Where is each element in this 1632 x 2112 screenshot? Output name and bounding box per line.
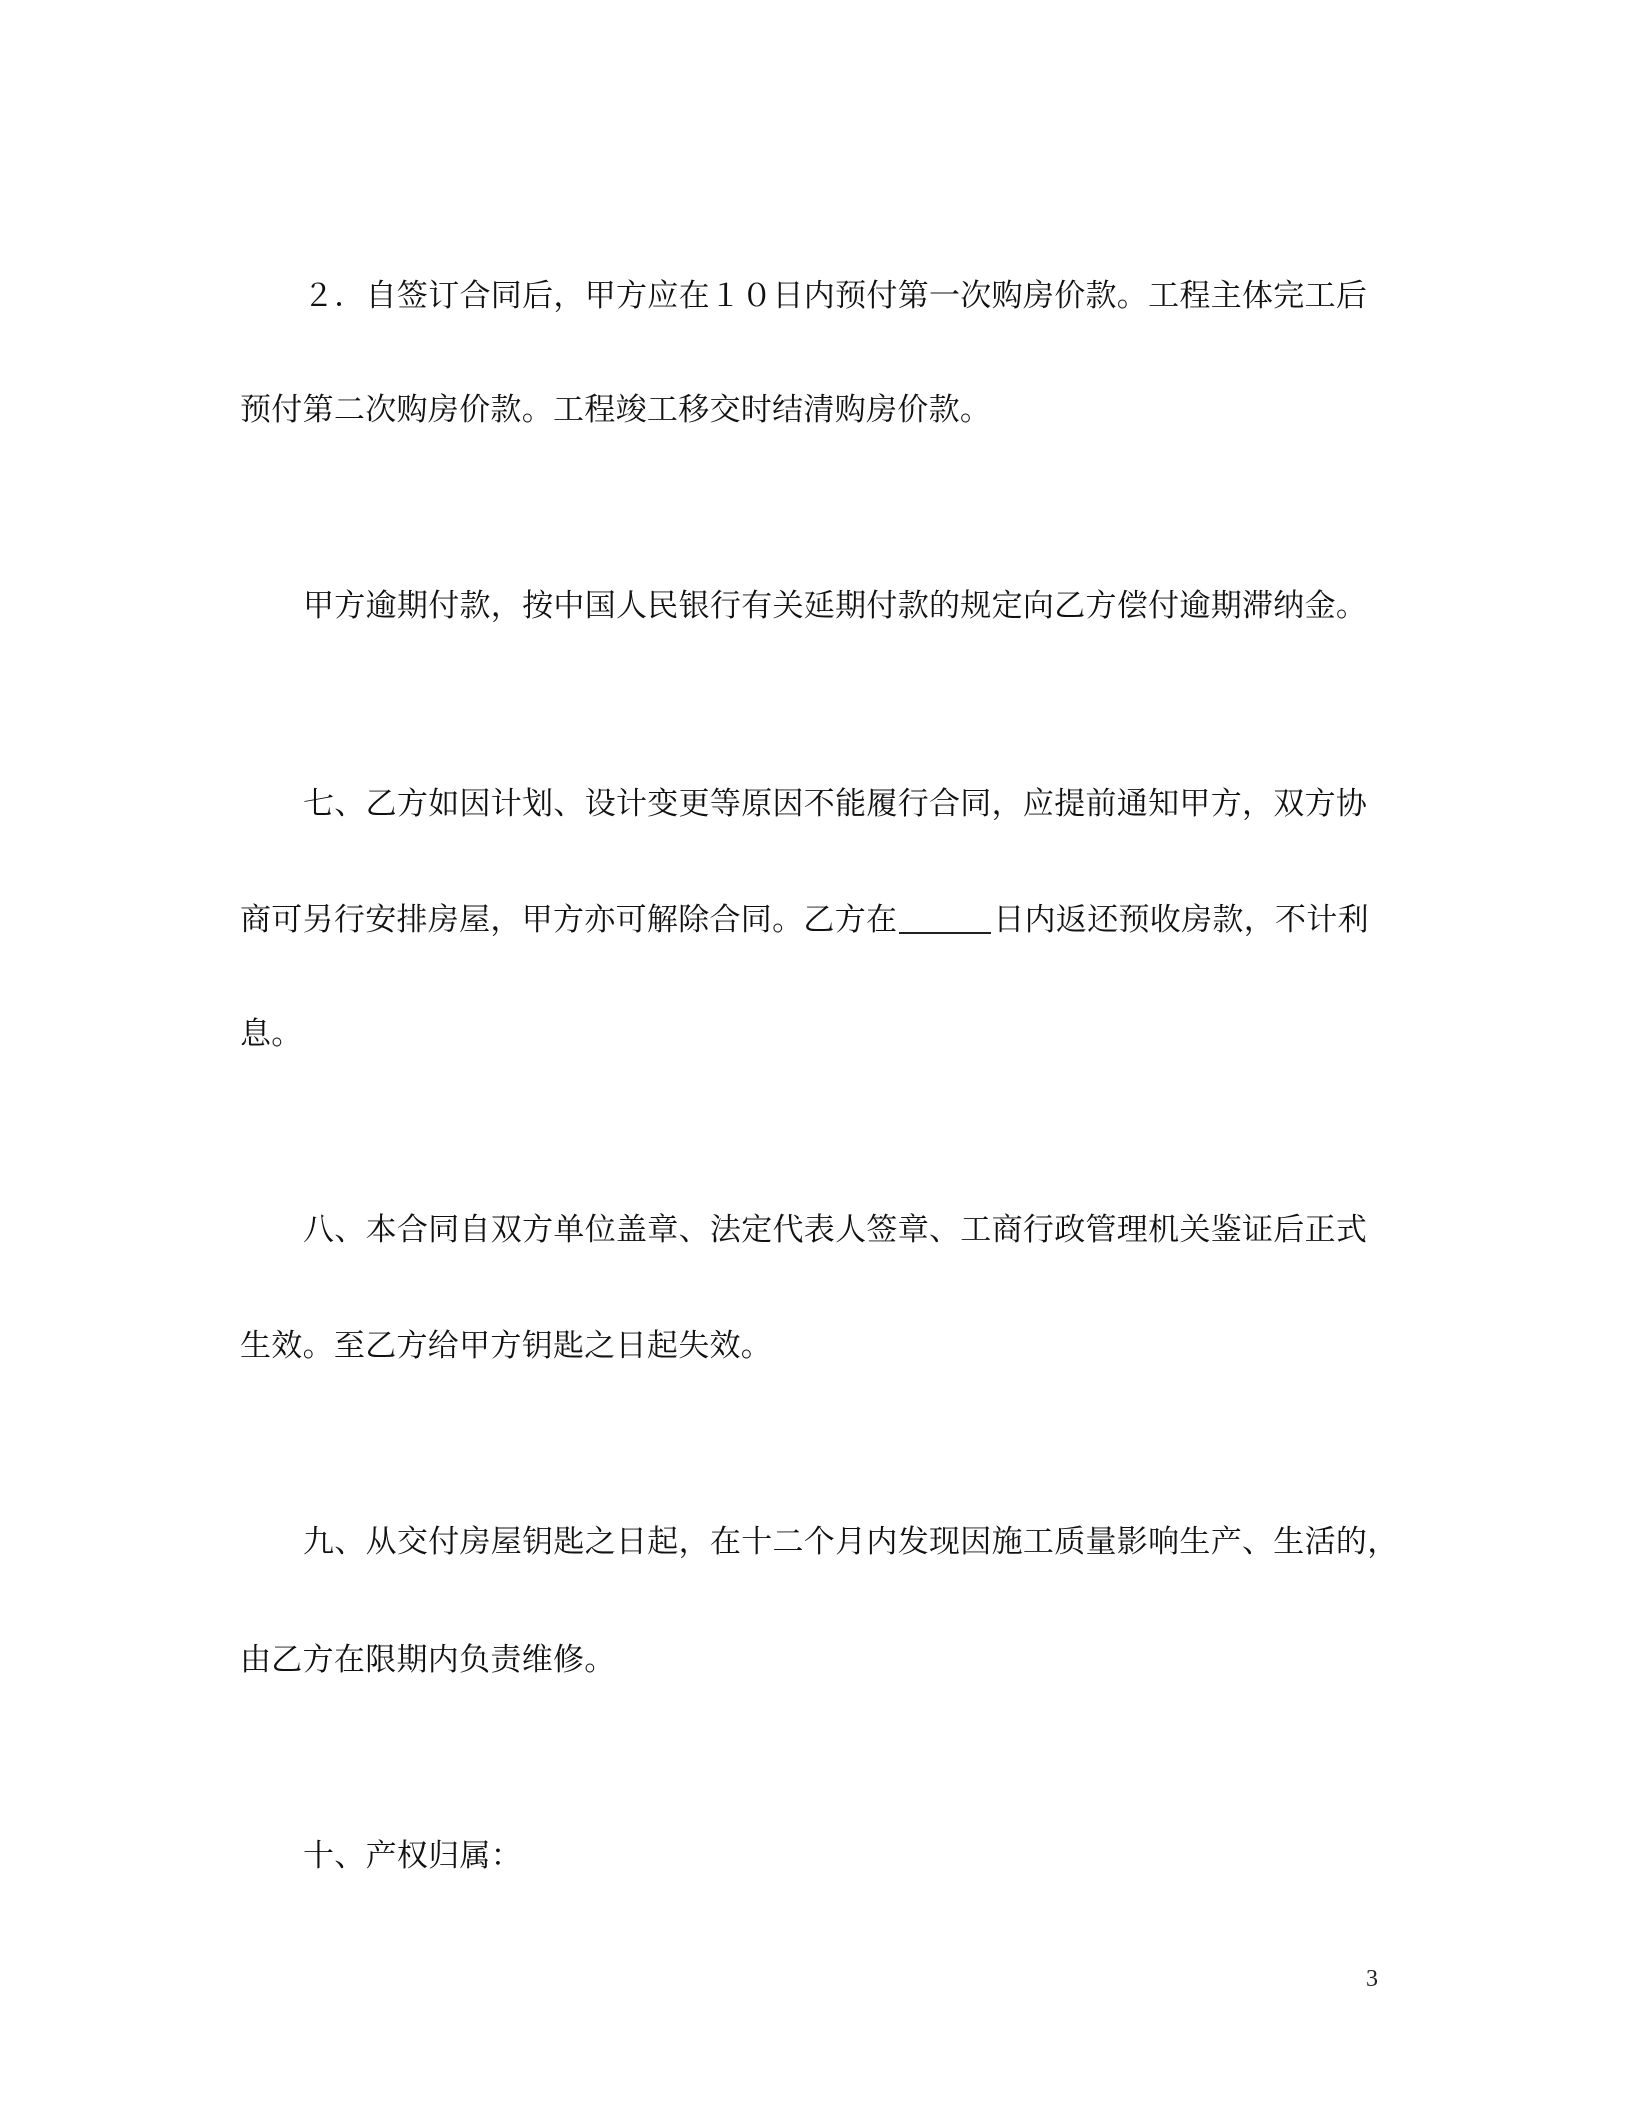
paragraph-2-line-2: 预付第二次购房价款。工程竣工移交时结清购房价款。 xyxy=(240,392,992,428)
paragraph-9-line-1: 九、从交付房屋钥匙之日起，在十二个月内发现因施工质量影响生产、生活的， xyxy=(303,1524,1399,1560)
paragraph-10-heading: 十、产权归属： xyxy=(303,1838,523,1874)
days-blank-field[interactable] xyxy=(899,902,991,934)
paragraph-9-line-2: 由乙方在限期内负责维修。 xyxy=(240,1642,616,1678)
paragraph-8-line-2: 生效。至乙方给甲方钥匙之日起失效。 xyxy=(240,1328,773,1364)
paragraph-7-line-3: 息。 xyxy=(240,1016,303,1052)
paragraph-7-line-2-start: 商可另行安排房屋，甲方亦可解除合同。乙方在 xyxy=(240,902,898,938)
paragraph-7-line-1: 七、乙方如因计划、设计变更等原因不能履行合同，应提前通知甲方，双方协 xyxy=(303,786,1368,822)
paragraph-2-line-1: ２．自签订合同后，甲方应在１０日内预付第一次购房价款。工程主体完工后 xyxy=(303,278,1368,314)
late-payment-paragraph: 甲方逾期付款，按中国人民银行有关延期付款的规定向乙方偿付逾期滞纳金。 xyxy=(303,588,1368,624)
paragraph-7-line-2 xyxy=(240,900,1380,940)
paragraph-7-line-2-end: 日内返还预收房款，不计利 xyxy=(993,902,1369,938)
page-number: 3 xyxy=(1366,1966,1378,1992)
paragraph-8-line-1: 八、本合同自双方单位盖章、法定代表人签章、工商行政管理机关鉴证后正式 xyxy=(303,1212,1368,1248)
